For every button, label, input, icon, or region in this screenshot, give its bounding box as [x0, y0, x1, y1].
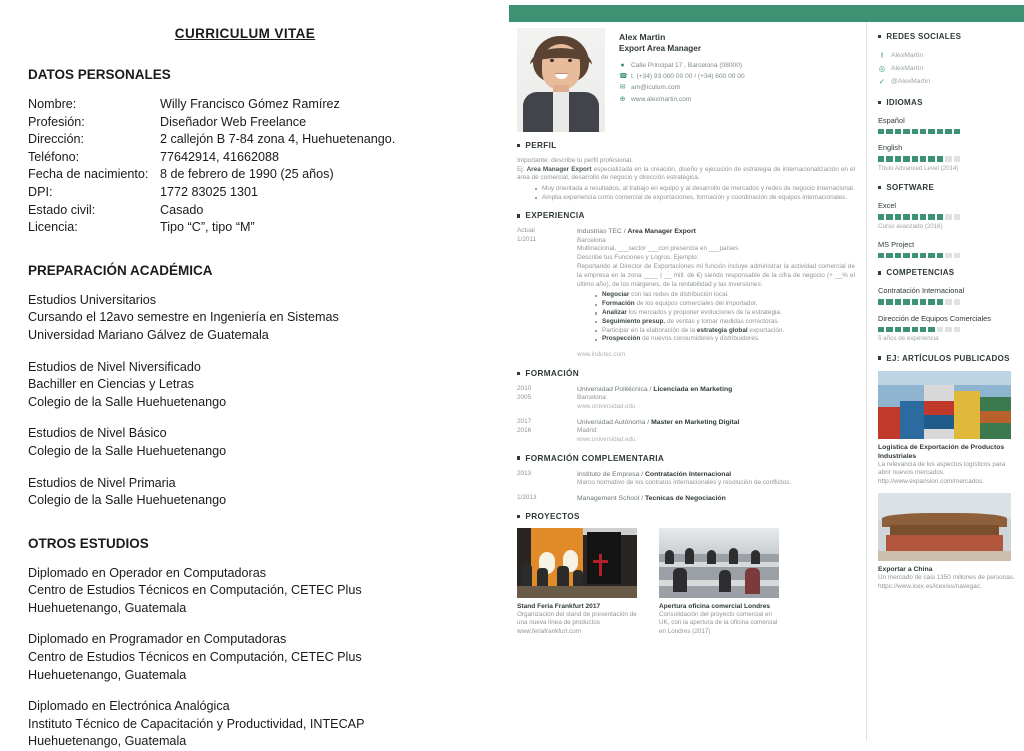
section-heading-idiomas	[878, 98, 1018, 107]
competency-note: 5 años de experiencia	[878, 335, 939, 343]
education-line: Bachiller en Ciencias y Letras	[28, 377, 194, 392]
bullet-square-icon	[878, 101, 881, 104]
date-top: 2017	[517, 417, 532, 425]
rating-dot-filled	[937, 299, 943, 304]
bullet-square-icon	[517, 372, 520, 375]
bullet-square-icon	[878, 271, 881, 274]
section-heading-competencias	[878, 268, 1018, 277]
education-city: Madrid	[577, 426, 597, 434]
list-item	[595, 335, 855, 344]
education-block	[28, 425, 462, 460]
avatar	[517, 28, 605, 132]
field-label: Dirección:	[28, 132, 84, 147]
contact-website[interactable]	[619, 94, 745, 105]
complementary-date: 2013	[517, 469, 532, 477]
education-line: Estudios de Nivel Niversificado	[28, 359, 201, 374]
experience-line: Reportando al Director de Exportaciones mi función incluye administrar la actividad comercial de la empresa en la zona ____ ( __ mill. de €) siendo responsable de la cifra de negocio (+ __% el último año), de los márgenes, de la rentabilidad y las inversiones:	[577, 262, 855, 288]
contact-phone	[619, 71, 745, 82]
field-label: DPI:	[28, 184, 53, 199]
table-row	[28, 166, 462, 184]
rating-dot-filled	[912, 299, 918, 304]
table-row	[28, 184, 462, 202]
bullet-square-icon	[517, 456, 520, 459]
complementary-entry	[517, 494, 855, 503]
rating-dots	[878, 253, 1018, 258]
education-city: Barcelona	[577, 394, 606, 402]
social-link-twitter[interactable]	[878, 75, 1018, 88]
other-studies-block	[28, 565, 462, 618]
education-line: Estudios de Nivel Básico	[28, 426, 167, 441]
contact-text: www.alexmartin.com	[631, 95, 692, 103]
education-dates	[517, 385, 577, 412]
rating-dot-filled	[912, 156, 918, 161]
resume-sidebar	[872, 28, 1024, 741]
rating-dot-filled	[912, 129, 918, 134]
other-studies-block	[28, 698, 462, 751]
rating-dot-filled	[920, 253, 926, 258]
rating-dot-filled	[912, 214, 918, 219]
bullet-square-icon	[878, 186, 881, 189]
study-line: Centro de Estudios Técnicos en Computación, CETEC Plus	[28, 583, 362, 598]
rating-dot-filled	[920, 214, 926, 219]
field-label: Teléfono:	[28, 149, 80, 164]
project-card	[517, 528, 637, 636]
study-line: Huehuetenango, Guatemala	[28, 667, 187, 682]
education-degree: Licenciada en Marketing	[653, 385, 733, 393]
project-url[interactable]: www.feriafrankfurt.com	[517, 627, 582, 635]
table-row	[28, 202, 462, 220]
field-label: Profesión:	[28, 114, 85, 129]
trade-fair-stand-photo	[517, 528, 637, 598]
section-heading-label: FORMACIÓN COMPLEMENTARIA	[525, 453, 665, 463]
experience-line: Multinacional, ___sector ___con presencia en ___países	[577, 245, 739, 253]
field-value: 8 de febrero de 1990 (25 años)	[160, 167, 334, 182]
rating-dots	[878, 156, 1018, 161]
education-line: Cursando el 12avo semestre en Ingeniería en Sistemas	[28, 310, 339, 325]
field-label: Nombre:	[28, 97, 77, 111]
complementary-desc: Marco normativo de los contratos internacionales y resolución de conflictos.	[577, 478, 792, 486]
rating-dot-filled	[886, 156, 892, 161]
rating-dots	[878, 299, 1018, 304]
rating-dot-empty	[945, 253, 951, 258]
study-line: Huehuetenango, Guatemala	[28, 600, 187, 615]
date-top: Actual	[517, 227, 535, 235]
project-desc: Consolidación del proyecto comercial en UK, con la apertura de la oficina comercial en Londres (2017)	[659, 610, 778, 635]
field-value: Willy Francisco Gómez Ramírez	[160, 97, 340, 111]
bullet-rest: de ventas y tomar medidas correctoras.	[665, 317, 780, 325]
project-card	[659, 528, 779, 636]
bullet-bold: Negociar	[602, 291, 630, 299]
rating-dot-empty	[945, 156, 951, 161]
section-heading-label: COMPETENCIAS	[886, 268, 955, 278]
bullet-rest: Participar en la elaboración de la	[602, 326, 697, 334]
projects-list	[517, 528, 855, 636]
bullet-rest2: exportación.	[747, 326, 785, 334]
bullet-rest: de nuevos consumidores y distribuidores.	[640, 335, 760, 343]
rating-dot-filled	[912, 253, 918, 258]
rating-dot-empty	[954, 253, 960, 258]
perfil-prefix: Ej:	[517, 165, 527, 173]
rating-dot-filled	[937, 253, 943, 258]
rating-dot-empty	[954, 156, 960, 161]
open-plan-office-photo	[659, 528, 779, 598]
rating-dot-empty	[954, 327, 960, 332]
section-heading-software	[878, 183, 1018, 192]
study-line: Centro de Estudios Técnicos en Computación, CETEC Plus	[28, 650, 362, 665]
language-note: Título Advanced Level (2014)	[878, 164, 959, 172]
social-handle: AlexMartin	[891, 52, 924, 59]
rating-dot-filled	[903, 253, 909, 258]
contact-email[interactable]	[619, 82, 745, 93]
field-label: Estado civil:	[28, 202, 96, 217]
date-top: 2010	[517, 384, 532, 392]
rating-dot-filled	[878, 156, 884, 161]
instagram-icon: ◎	[878, 64, 886, 73]
education-line: Colegio de la Salle Huehuetenango	[28, 493, 227, 508]
contact-text: Calle Principal 17 , Barcelona (08000)	[631, 62, 743, 69]
article-title: Logistica de Exportación de Productos Industriales	[878, 443, 1005, 460]
education-line: Estudios Universitarios	[28, 292, 157, 307]
contact-text: t. (+34) 93 000 00 00 / (+34) 600 00 00	[631, 73, 745, 81]
personal-data-list	[28, 96, 462, 237]
phone-icon: ☎	[619, 73, 628, 81]
rating-dot-filled	[928, 129, 934, 134]
email-icon: ✉	[619, 84, 626, 92]
contact-text: am@iculum.com	[631, 84, 681, 92]
perfil-role-bold: Area Manager Export	[526, 165, 592, 173]
table-row	[28, 219, 462, 237]
education-line: Universidad Mariano Gálvez de Guatemala	[28, 327, 269, 342]
education-url[interactable]: www.universidad.edu	[577, 402, 636, 410]
table-row	[28, 96, 462, 114]
section-heading-proyectos	[517, 512, 855, 521]
rating-dot-filled	[945, 129, 951, 134]
competency-name: Contratación Internacional	[878, 286, 965, 296]
education-school: Universidad Politécnica /	[577, 385, 654, 393]
rating-dot-filled	[886, 129, 892, 134]
bullet-bold: Prospección	[602, 335, 641, 343]
experience-city: Barcelona	[577, 236, 606, 244]
section-heading-redes-sociales	[878, 32, 1018, 41]
complementary-school: Instituto de Empresa /	[577, 470, 646, 478]
rating-dot-filled	[928, 156, 934, 161]
list-item: Amplia experiencia como comercial de exportaciones, formación y coordinación de equipos internacionales.	[535, 194, 855, 203]
rating-dot-filled	[895, 214, 901, 219]
education-title	[577, 418, 855, 427]
education-line: Colegio de la Salle Huehuetenango	[28, 394, 227, 409]
study-line: Diplomado en Operador en Computadoras	[28, 565, 267, 580]
complementary-date: 1/2013	[517, 493, 537, 501]
project-title: Apertura oficina comercial Londres	[659, 602, 771, 610]
section-heading-label: EXPERIENCIA	[525, 211, 585, 221]
complementary-entry	[517, 470, 855, 488]
bullet-bold: Analizar	[602, 308, 627, 316]
section-heading-perfil	[517, 141, 855, 150]
field-value: 1772 83025 1301	[160, 184, 259, 199]
section-heading-label: FORMACIÓN	[525, 368, 580, 378]
list-item	[595, 327, 855, 336]
experience-dates	[517, 227, 577, 360]
rating-dots	[878, 327, 1018, 332]
rating-dot-filled	[903, 214, 909, 219]
rating-dot-filled	[878, 327, 884, 332]
rating-dot-filled	[886, 253, 892, 258]
rating-dot-filled	[895, 253, 901, 258]
project-title: Stand Feria Frankfurt 2017	[517, 602, 601, 610]
rating-dot-empty	[945, 299, 951, 304]
rating-dot-empty	[945, 327, 951, 332]
column-divider	[866, 22, 867, 741]
rating-dot-filled	[954, 129, 960, 134]
experience-entry	[517, 227, 855, 360]
article-url[interactable]: https://www.icex.es/icex/es/navegac.	[878, 582, 982, 590]
language-name: Español	[878, 116, 905, 125]
field-value: Casado	[160, 202, 204, 217]
rating-dot-filled	[928, 299, 934, 304]
bullet-square-icon	[517, 515, 520, 518]
accent-top-bar	[509, 5, 1024, 22]
resume-header	[517, 28, 855, 132]
rating-dot-filled	[937, 156, 943, 161]
rating-dot-filled	[895, 327, 901, 332]
education-title	[577, 385, 855, 394]
rating-dot-empty	[945, 214, 951, 219]
project-desc: Organización del stand de presentación de una nueva línea de productos	[517, 610, 637, 627]
bullet-square-icon	[517, 214, 520, 217]
rating-dot-empty	[954, 214, 960, 219]
experience-bullets	[595, 291, 855, 344]
rating-dot-filled	[920, 129, 926, 134]
list-item	[595, 309, 855, 318]
study-line: Diplomado en Electrónica Analógica	[28, 699, 230, 714]
rating-dot-filled	[895, 129, 901, 134]
list-item: Muy orientada a resultados, al trabajo en equipo y al desarrollo de mercados y redes de negocio internacional.	[535, 185, 855, 194]
section-heading-formacion-complementaria	[517, 454, 855, 463]
complementary-course: Tecnicas de Negociación	[645, 494, 726, 502]
complementary-school: Management School /	[577, 494, 646, 502]
section-heading-label: SOFTWARE	[886, 183, 935, 193]
bullet-square-icon	[878, 356, 881, 359]
article-desc: La relevancia de los aspectos logísticos para abrir nuevos mercados.	[878, 460, 1006, 477]
social-link-facebook[interactable]	[878, 49, 1018, 62]
section-heading-datos-personales: DATOS PERSONALES	[28, 67, 171, 82]
other-studies-block	[28, 631, 462, 684]
shipping-containers-photo	[878, 371, 1011, 439]
education-line: Estudios de Nivel Primaria	[28, 475, 176, 490]
field-label: Fecha de nacimiento:	[28, 167, 149, 182]
facebook-icon: f	[880, 51, 884, 60]
rating-dots	[878, 214, 1018, 219]
rating-dot-filled	[920, 156, 926, 161]
section-heading-label: IDIOMAS	[886, 98, 923, 107]
candidate-role: Export Area Manager	[619, 44, 702, 53]
bullet-bold: Formación	[602, 300, 635, 308]
article-card	[878, 493, 1018, 591]
social-handle: AlexMartin	[891, 65, 924, 72]
candidate-name: Alex Martin	[619, 32, 666, 42]
perfil-bullets	[535, 185, 855, 203]
experience-company: Industrias TEC /	[577, 228, 628, 236]
experience-url[interactable]: www.indutec.com	[577, 351, 626, 359]
software-name: MS Project	[878, 239, 915, 249]
bullet-rest: de los equipos comerciales del importador.	[634, 300, 758, 308]
globe-icon: ⊕	[619, 95, 626, 103]
rating-dot-filled	[878, 214, 884, 219]
experience-line: Describe tus Funciones y Logros. Ejemplo:	[577, 254, 699, 262]
complementary-course: Contratación Internacional	[645, 470, 732, 478]
section-heading-otros-estudios: OTROS ESTUDIOS	[28, 535, 149, 551]
education-block	[28, 292, 462, 345]
perfil-intro: Importante: describe tu perfil profesional.	[517, 157, 633, 164]
section-heading-preparacion-academica: PREPARACIÓN ACADÉMICA	[28, 262, 213, 278]
rating-dot-filled	[895, 156, 901, 161]
language-name: English	[878, 143, 903, 153]
rating-dot-empty	[954, 299, 960, 304]
rating-dot-filled	[886, 299, 892, 304]
education-block	[28, 475, 462, 510]
education-dates	[517, 418, 577, 445]
rating-dots	[878, 129, 1018, 134]
page-title: CURRICULUM VITAE	[174, 26, 316, 41]
field-value: 2 callejón B 7-84 zona 4, Huehuetenango.	[160, 132, 396, 147]
list-item	[595, 291, 855, 300]
location-pin-icon: ●	[620, 62, 625, 69]
field-value: 77642914, 41662088	[160, 149, 280, 164]
section-heading-label: PERFIL	[525, 141, 557, 150]
complementary-title	[577, 494, 855, 503]
study-line: Diplomado en Programador en Computadoras	[28, 632, 287, 647]
section-heading-label: REDES SOCIALES	[886, 32, 962, 41]
software-note: Curso avanzado (2016)	[878, 222, 943, 230]
date-bottom: 1/2011	[517, 236, 537, 244]
section-heading-label: EJ: ARTÍCULOS PUBLICADOS	[886, 353, 1010, 363]
rating-dot-filled	[928, 214, 934, 219]
study-line: Huehuetenango, Guatemala	[28, 734, 187, 749]
field-label: Licencia:	[28, 220, 78, 235]
rating-dot-filled	[928, 253, 934, 258]
rating-dot-filled	[903, 327, 909, 332]
education-degree: Master en Marketing Digital	[651, 418, 740, 426]
table-row	[28, 114, 462, 132]
education-line: Colegio de la Salle Huehuetenango	[28, 443, 227, 458]
rating-dot-filled	[886, 214, 892, 219]
study-line: Instituto Técnico de Capacitación y Productividad, INTECAP	[28, 716, 365, 731]
bullet-bold: Seguimiento presup.	[602, 317, 666, 325]
education-entry	[517, 418, 855, 445]
field-value: Diseñador Web Freelance	[160, 114, 307, 129]
rating-dot-filled	[920, 327, 926, 332]
rating-dot-filled	[895, 299, 901, 304]
rating-dot-filled	[886, 327, 892, 332]
bullet-square-icon	[517, 144, 520, 147]
left-cv-document	[0, 0, 480, 749]
bullet-rest: con las redes de distribución local.	[629, 291, 729, 299]
resume-main-column	[509, 28, 861, 741]
china-temple-photo	[878, 493, 1011, 561]
bullet-square-icon	[878, 35, 881, 38]
rating-dot-filled	[920, 299, 926, 304]
social-handle: @AlexMartin	[891, 78, 931, 85]
rating-dot-filled	[903, 129, 909, 134]
rating-dot-filled	[937, 214, 943, 219]
article-card	[878, 371, 1018, 487]
bullet-bold: estrategia global	[696, 326, 748, 334]
section-heading-label: PROYECTOS	[525, 511, 580, 521]
education-school: Universidad Autónoma /	[577, 418, 652, 426]
experience-position: Area Manager Export	[627, 228, 696, 236]
list-item	[595, 300, 855, 309]
contact-address	[619, 60, 745, 71]
twitter-icon: ✓	[878, 77, 886, 86]
rating-dot-filled	[903, 156, 909, 161]
software-name: Excel	[878, 201, 897, 211]
experience-title	[577, 227, 855, 236]
date-bottom: 2005	[517, 393, 532, 401]
rating-dot-filled	[937, 129, 943, 134]
rating-dot-filled	[928, 327, 934, 332]
article-title: Exportar a China	[878, 566, 933, 574]
field-value: Tipo “C”, tipo “M”	[160, 220, 255, 235]
complementary-title	[577, 470, 855, 479]
social-link-instagram[interactable]	[878, 62, 1018, 75]
rating-dot-filled	[912, 327, 918, 332]
table-row	[28, 131, 462, 149]
date-bottom: 2016	[517, 426, 532, 434]
section-heading-formacion	[517, 369, 855, 378]
rating-dot-filled	[903, 299, 909, 304]
list-item	[595, 318, 855, 327]
rating-dot-filled	[878, 253, 884, 258]
education-url[interactable]: www.universidad.edu	[577, 435, 636, 443]
table-row	[28, 149, 462, 167]
article-desc: Un mercado de casi 1350 millones de personas.	[878, 574, 1015, 582]
perfil-description	[517, 166, 855, 183]
education-entry	[517, 385, 855, 412]
education-block	[28, 359, 462, 412]
rating-dot-filled	[878, 129, 884, 134]
perfil-rest: especializada en la creación, diseño y ejecución de estrategia de internacionalización en el área de comercial, desarrollo de negocio y dirección estratégica.	[517, 165, 856, 182]
section-heading-articulos	[878, 354, 1018, 363]
article-url[interactable]: http://www.expansion.com/mercados.	[878, 477, 984, 485]
section-heading-experiencia	[517, 211, 855, 220]
bullet-rest: los mercados y proponer evoluciones de la estrategia.	[626, 308, 782, 316]
rating-dot-filled	[878, 299, 884, 304]
rating-dot-empty	[937, 327, 943, 332]
competency-name: Dirección de Equipos Comerciales	[878, 313, 991, 323]
